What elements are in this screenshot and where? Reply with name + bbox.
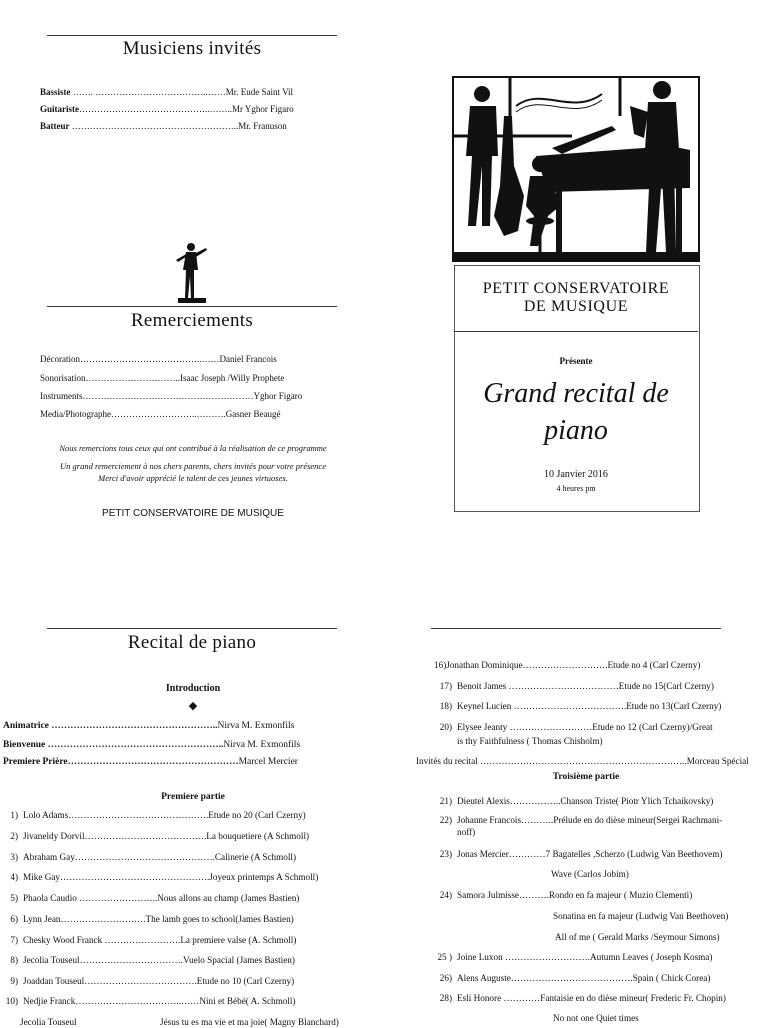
program2-item: 24) Samora Julmisse……….Rondo en fa majeur ( Muzio Clementi) (439, 890, 693, 900)
program2-item: 22) Johanne Francois………..Prélude en do dièse mineur(Sergei Rachmani- (439, 815, 723, 825)
cover-date: 10 Janvier 2016 (544, 469, 608, 480)
part1-heading: Premiere partie (161, 792, 225, 802)
cover-divider (454, 331, 698, 332)
guest-line-drummer: Batteur ………………………………………………..Mr. Franuson (40, 121, 287, 131)
program2-item: 23) Jonas Mercier…………7 Bagatelles ,Scherzo (Ludwig Van Beethovem) (439, 849, 723, 859)
part3-heading: Troisième partie (552, 772, 620, 782)
part1-item: 3) Abraham Gay……………………………………….Calinerie (A Schmoll) (10, 852, 297, 862)
intro-line-host: Animatrice ……………………………………………..Nirva M. Exmonfils (3, 721, 295, 731)
program2-item: 21) Dieutel Alexis……………..Chanson Triste( Piotr Ylich Tchaikovsky) (439, 796, 714, 806)
part1-item-partial-right: Jésus tu es ma vie et ma joie( Magny Blanchard) (160, 1017, 339, 1027)
recital-top-rule (47, 628, 337, 629)
cover-school-line-2: DE MUSIQUE (523, 298, 629, 315)
intro-line-prayer: Premiere Prière………………………………………………Marcel Mercier (3, 757, 298, 767)
thanks-org: PETIT CONSERVATOIRE DE MUSIQUE (102, 508, 284, 519)
part1-item: 10) Nedjie Franck……………………………..……Nini et Bébé( A. Schmoll) (5, 996, 296, 1006)
program2-item-continued: is thy Faithfulness ( Thomas Chisholm) (457, 736, 603, 746)
thanks-title: Remerciements (130, 310, 254, 331)
program2-item-continued: Sonatina en fa majeur (Ludwig Van Beethoven) (553, 911, 729, 921)
jazz-band-illustration (452, 76, 700, 262)
program2-item: 20) Elysee Jeanty ………………………Etude no 12 (Carl Czerny)/Great (439, 722, 713, 732)
cover-presents: Présente (559, 356, 593, 366)
thanks-line-decoration: Décoration…………………………………..……Daniel Francois (40, 354, 277, 364)
thanks-top-rule (47, 306, 337, 307)
violinist-silhouette-icon (172, 240, 212, 308)
part1-item-partial-left: Jecolia Touseul (20, 1017, 77, 1027)
intro-diamond-icon: ◆ (188, 700, 198, 712)
program2-top-rule (431, 628, 721, 629)
program2-item: 25 ) Joine Luxon ……………………….Autumn Leaves ( Joseph Kosma) (437, 952, 713, 962)
thanks-line-instruments: Instruments…………………………………………………Yghor Figaro (40, 391, 303, 401)
program2-item-continued: All of me ( Gerald Marks /Seymour Simons) (555, 932, 720, 942)
program2-item: 17) Benoit James ………………………………Etude no 15(Carl Czerny) (439, 681, 714, 691)
thanks-note-3: Merci d'avoir apprécié le talent de ces jeunes virtuoses. (98, 473, 288, 483)
thanks-note-2: Un grand remerciement à nos chers parents, chers invités pour votre présence (60, 461, 326, 471)
guest-line-guitarist: Guitariste……………………………………..……..Mr Yghor Figaro (40, 104, 294, 114)
program2-item-continued: noff) (457, 827, 476, 837)
recital-title: Recital de piano (127, 632, 257, 653)
program2-guests-line: Invités du recital …………………………………………………………..Morceau Spécial (416, 756, 749, 766)
program2-item-continued: No not one Quiet times (553, 1013, 639, 1023)
intro-line-welcome: Bienvenue ………………………………………………..Nirva M. Exmonfils (3, 740, 301, 750)
part1-item: 9) Joaddan Touseul……………………………….Etude no 10 (Carl Czerny) (10, 976, 295, 986)
program2-item-continued: Wave (Carlos Jobim) (551, 869, 629, 879)
thanks-line-sound: Sonorisation…………………………..Isaac Joseph /Willy Prophete (40, 373, 285, 383)
cover-event-line-2: piano (544, 415, 608, 446)
guest-line-bassist: Bassiste ……. ………………………………..……Mr. Eude Saint Vil (40, 87, 294, 97)
guests-top-rule (47, 35, 337, 36)
part1-item: 1) Lolo Adams……………………………………….Etude no 20 (Carl Czerny) (10, 810, 306, 820)
thanks-line-media: Media/Photographe………………………..……….Gasner Beaugé (40, 409, 281, 419)
cover-school-line-1: PETIT CONSERVATOIRE (482, 280, 670, 297)
part1-item: 5) Phaola Caudio ……………………..Nous allons au champ (James Bastien) (10, 893, 300, 903)
part1-item: 6) Lynn Jean……………………….The lamb goes to school(James Bastien) (10, 914, 294, 924)
intro-heading: Introduction (165, 683, 221, 694)
program2-item: 18) Keynel Lucien ……………………………….Etude no 13(Carl Czerny) (439, 701, 722, 711)
part1-item: 8) Jecolia Touseul…………………………….Vuelo Spacial (James Bastien) (10, 955, 295, 965)
program2-item: 28) Esli Honore …………Fantaisie en do dièse mineur( Frederic Fr. Chopin) (439, 993, 726, 1003)
part1-item: 4) Mike Gay………………………………………….Joyeux printemps A Schmoll) (10, 872, 319, 882)
cover-time: 4 heures pm (556, 484, 596, 493)
cover-event-line-1: Grand recital de (483, 378, 669, 409)
program2-item: 16)Jonathan Dominique……………………….Etude no 4 (Carl Czerny) (434, 660, 701, 670)
program2-item: 26) Alens Auguste………………………………….Spain ( Chick Corea) (439, 973, 711, 983)
guests-title: Musiciens invités (122, 38, 262, 59)
part1-item: 2) Jivaneldy Dorvil………………………………….La bouquetiere (A Schmoll) (10, 831, 310, 841)
thanks-note-1: Nous remercions tous ceux qui ont contribué à la réalisation de ce programme (59, 443, 327, 453)
part1-item: 7) Chesky Wood Franck …………………….La premiere valse (A. Schmoll) (10, 935, 297, 945)
